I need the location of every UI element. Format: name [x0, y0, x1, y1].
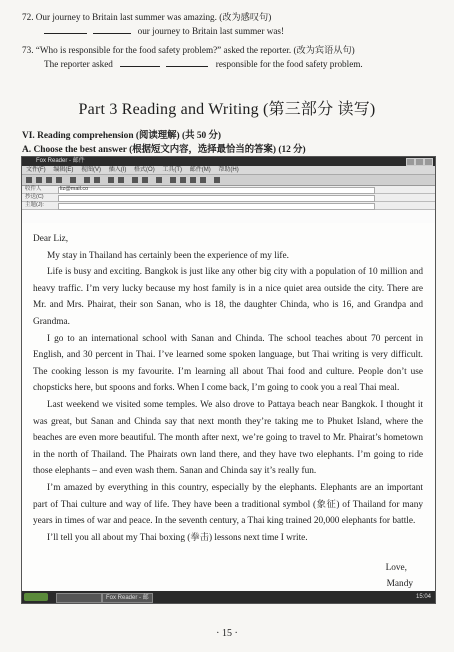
- underline-icon[interactable]: [200, 177, 206, 183]
- maximize-icon[interactable]: [415, 158, 424, 166]
- subject-label: 主题(J):: [25, 202, 44, 208]
- menu-tools[interactable]: 工具(T): [162, 167, 183, 173]
- email-window: [21, 156, 436, 604]
- window-titlebar: [22, 157, 435, 166]
- letter-closing: Love,: [385, 563, 407, 573]
- letter-paragraph: My stay in Thailand has certainly been the experience of my life.: [47, 250, 289, 261]
- taskbar-app[interactable]: Fox Reader - 邮: [102, 593, 153, 603]
- letter-text: [33, 231, 423, 546]
- question-73-answer-head: The reporter asked: [44, 59, 113, 69]
- cc-row: [22, 194, 435, 202]
- menu-format[interactable]: 格式(O): [134, 167, 155, 173]
- priority-icon[interactable]: [118, 177, 124, 183]
- taskbar-quicklaunch[interactable]: [56, 593, 102, 603]
- menu-view[interactable]: 视图(V): [81, 167, 102, 173]
- answer-blank[interactable]: [44, 25, 87, 34]
- cut-icon[interactable]: [36, 177, 42, 183]
- letter-greeting: Dear Liz,: [33, 234, 69, 244]
- to-row: [22, 186, 435, 194]
- subject-row: [22, 202, 435, 210]
- paste-icon[interactable]: [56, 177, 62, 183]
- part-title: Part 3 Reading and Writing (第三部分 读写): [78, 101, 376, 118]
- question-73-prompt: 73. “Who is responsible for the food safety problem?” asked the reporter. (改为宾语从句): [22, 45, 355, 55]
- subject-field[interactable]: [58, 203, 375, 210]
- cc-field[interactable]: [58, 195, 375, 202]
- letter-paragraph: Life is busy and exciting. Bangkok is just like any other big city with a population of 10 million and heavy traffic. I’m very lucky because my host family is in a nice quiet area outside the city. There are Mr. and Mrs. Phairat, their son Sanan, who is 18, the daughter Chinda, who is 16, and Grandpa and Grandma.: [33, 267, 423, 327]
- menu-bar: [22, 166, 435, 175]
- taskbar: [22, 591, 435, 603]
- letter-paragraph: I’m amazed by everything in this country, especially by the elephants. Elephants are an important part of Thai culture and way of life. They have been a traditional symbol (象征) of Thailand for many years in times of war and peace. In the seventh century, a Thai king trained 20,000 elephants for battle.: [33, 482, 423, 527]
- question-72-prompt: 72. Our journey to Britain last summer was amazing. (改为感叹句): [22, 12, 272, 22]
- window-title: Fox Reader - 邮件: [36, 158, 85, 164]
- letter-paragraph: I’ll tell you all about my Thai boxing (拳击) lessons next time I write.: [47, 532, 308, 543]
- minimize-icon[interactable]: [406, 158, 415, 166]
- section-a-heading: A. Choose the best answer (根据短文内容，选择最恰当的答案) (12 分): [22, 145, 306, 155]
- to-label: 收件人: [25, 186, 42, 192]
- answer-blank[interactable]: [120, 58, 160, 67]
- question-73-answer-line: [44, 58, 363, 69]
- letter-paragraph: Last weekend we visited some temples. We also drove to Pattaya beach near Bangkok. I thought it was great, but Sanan and Chinda say that next month they’re taking me to Phuket Island, where the beaches are even more beautiful. The month after next, we’re going to travel to Mr. Phairat’s hometown in the north of Thailand. The Phairats own land there, and they have two elephants. I’m going to ride those elephants – and even wash them. Sanan and Chinda say it’s really fun.: [33, 399, 423, 477]
- italic-icon[interactable]: [190, 177, 196, 183]
- toolbar: [22, 175, 435, 186]
- offline-icon[interactable]: [156, 177, 162, 183]
- question-72-answer-line: [44, 25, 284, 36]
- cc-label: 抄送(C): [25, 194, 44, 200]
- to-value: liz@mail.co: [60, 186, 89, 192]
- question-73-answer-tail: responsible for the food safety problem.: [215, 59, 363, 69]
- font-icon[interactable]: [170, 177, 176, 183]
- menu-insert[interactable]: 插入(I): [108, 167, 127, 173]
- letter-signature: Mandy: [386, 579, 413, 589]
- check-icon[interactable]: [84, 177, 90, 183]
- menu-file[interactable]: 文件(F): [26, 167, 46, 173]
- copy-icon[interactable]: [46, 177, 52, 183]
- question-72-answer-tail: our journey to Britain last summer was!: [137, 26, 285, 36]
- to-field[interactable]: [58, 187, 375, 194]
- menu-mail[interactable]: 邮件(M): [189, 167, 211, 173]
- send-icon[interactable]: [26, 177, 32, 183]
- encrypt-icon[interactable]: [142, 177, 148, 183]
- letter-paragraph: I go to an international school with Sanan and Chinda. The school teaches about 70 percent in English, and 30 percent in Thai. I’ve learned some spoken language, but Thai writing is very difficult. The cooking lesson is my favourite. I’m learning all about Thai food and culture. People don’t use chopsticks here, but spoons and forks. When I come back, I’m going to cook you a real Thai meal.: [33, 333, 423, 394]
- page-number: · 15 ·: [216, 628, 238, 639]
- attach-icon[interactable]: [108, 177, 114, 183]
- answer-blank[interactable]: [93, 25, 131, 34]
- answer-blank[interactable]: [166, 58, 208, 67]
- menu-help[interactable]: 帮助(H): [218, 167, 239, 173]
- message-body[interactable]: [22, 223, 435, 590]
- menu-edit[interactable]: 编辑(E): [53, 167, 74, 173]
- taskbar-clock: 15:04: [415, 594, 431, 600]
- section-vi-heading: VI. Reading comprehension (阅读理解) (共 50 分): [22, 131, 222, 141]
- close-icon[interactable]: [424, 158, 433, 166]
- bold-icon[interactable]: [180, 177, 186, 183]
- undo-icon[interactable]: [70, 177, 76, 183]
- sign-icon[interactable]: [132, 177, 138, 183]
- start-button[interactable]: [24, 593, 48, 601]
- align-icon[interactable]: [214, 177, 220, 183]
- spelling-icon[interactable]: [94, 177, 100, 183]
